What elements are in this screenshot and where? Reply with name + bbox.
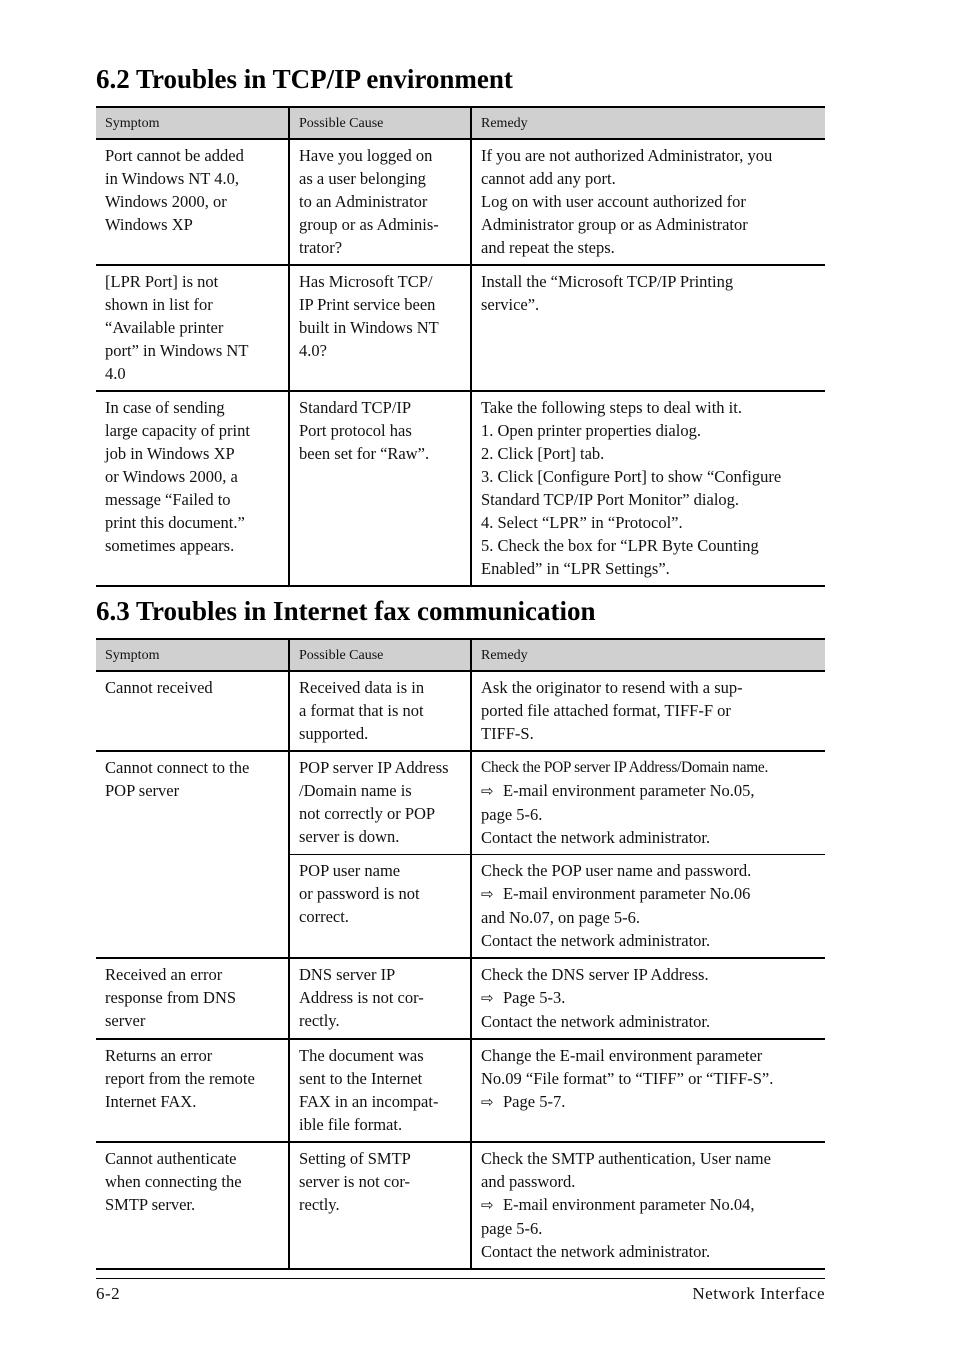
remedy-cell <box>471 751 825 855</box>
cause-cell <box>289 855 471 959</box>
text-line: report from the remote <box>105 1069 255 1088</box>
text-line: group or as Adminis- <box>299 215 439 234</box>
text-line: Address is not cor- <box>299 988 424 1007</box>
arrow-right-icon: ⇨ <box>481 1196 494 1214</box>
text-line: 5. Check the box for “LPR Byte Counting <box>481 536 759 555</box>
text-line: Cannot connect to the <box>105 758 250 777</box>
table-header-row <box>96 107 825 139</box>
page-number: 6-2 <box>96 1284 121 1303</box>
text-line: service”. <box>481 295 540 314</box>
text-line: Check the POP server IP Address/Domain name. <box>481 759 769 776</box>
text-line: 4.0 <box>105 364 126 383</box>
text-line: Install the “Microsoft TCP/IP Printing <box>481 272 734 291</box>
symptom-cell <box>96 265 289 391</box>
reference-line <box>481 1090 819 1114</box>
text-line: 4. Select “LPR” in “Protocol”. <box>481 513 683 532</box>
text-line: FAX in an incompat- <box>299 1092 439 1111</box>
text-line: Contact the network administrator. <box>481 931 711 950</box>
text-line: Cannot received <box>105 678 213 697</box>
cause-cell <box>289 391 471 586</box>
reference-line <box>481 1193 819 1217</box>
text-line: Has Microsoft TCP/ <box>299 272 433 291</box>
arrow-right-icon: ⇨ <box>481 989 494 1007</box>
text-line: Take the following steps to deal with it. <box>481 398 742 417</box>
section-title-internet-fax: 6.3 Troubles in Internet fax communication <box>96 596 596 626</box>
text-line: been set for “Raw”. <box>299 444 430 463</box>
reference-text: E-mail environment parameter No.06 <box>503 884 751 903</box>
cause-cell <box>289 671 471 751</box>
text-line: built in Windows NT <box>299 318 439 337</box>
header-remedy: Remedy <box>471 107 825 139</box>
symptom-cell <box>96 1142 289 1269</box>
text-line: 3. Click [Configure Port] to show “Configure <box>481 467 782 486</box>
reference-text: Page 5-7. <box>503 1092 566 1111</box>
reference-text: E-mail environment parameter No.04, <box>503 1195 755 1214</box>
text-line: In case of sending <box>105 398 225 417</box>
reference-text: E-mail environment parameter No.05, <box>503 781 755 800</box>
remedy-cell <box>471 671 825 751</box>
remedy-cell <box>471 391 825 586</box>
text-line: POP server <box>105 781 180 800</box>
text-line: 4.0? <box>299 341 327 360</box>
text-line: Port protocol has <box>299 421 412 440</box>
text-line: correct. <box>299 907 349 926</box>
text-line: “Available printer <box>105 318 224 337</box>
text-line: Contact the network administrator. <box>481 828 711 847</box>
text-line: trator? <box>299 238 343 257</box>
text-line: a format that is not <box>299 701 424 720</box>
text-line: Contact the network administrator. <box>481 1242 711 1261</box>
text-line: ported file attached format, TIFF-F or <box>481 701 731 720</box>
text-line: 2. Click [Port] tab. <box>481 444 605 463</box>
text-line: TIFF-S. <box>481 724 534 743</box>
cause-cell <box>289 1142 471 1269</box>
text-line: The document was <box>299 1046 424 1065</box>
symptom-cell <box>96 391 289 586</box>
text-line: and password. <box>481 1172 576 1191</box>
text-line: POP server IP Address <box>299 758 449 777</box>
reference-text: Page 5-3. <box>503 988 566 1007</box>
reference-line <box>481 986 819 1010</box>
remedy-cell <box>471 1039 825 1142</box>
table-row <box>96 391 825 586</box>
text-line: Returns an error <box>105 1046 213 1065</box>
text-line: DNS server IP <box>299 965 396 984</box>
manual-title: Network Interface <box>692 1284 825 1303</box>
internet-fax-troubles-table <box>96 638 825 1270</box>
remedy-cell <box>471 958 825 1039</box>
text-line: large capacity of print <box>105 421 250 440</box>
text-line: [LPR Port] is not <box>105 272 219 291</box>
text-line: /Domain name is <box>299 781 412 800</box>
table-header-row <box>96 639 825 671</box>
text-line: page 5-6. <box>481 805 543 824</box>
symptom-cell <box>96 1039 289 1142</box>
text-line: Contact the network administrator. <box>481 1012 711 1031</box>
remedy-cell <box>471 265 825 391</box>
text-line: server is down. <box>299 827 400 846</box>
table-row <box>96 958 825 1039</box>
cause-cell <box>289 958 471 1039</box>
header-symptom: Symptom <box>96 107 289 139</box>
text-line: not correctly or POP <box>299 804 436 823</box>
text-line: server <box>105 1011 146 1030</box>
text-line: to an Administrator <box>299 192 428 211</box>
text-line: message “Failed to <box>105 490 231 509</box>
header-symptom: Symptom <box>96 639 289 671</box>
text-line: Log on with user account authorized for <box>481 192 746 211</box>
cause-cell <box>289 1039 471 1142</box>
text-line: Administrator group or as Administrator <box>481 215 748 234</box>
table-row <box>96 139 825 265</box>
text-line: in Windows NT 4.0, <box>105 169 239 188</box>
text-line: Cannot authenticate <box>105 1149 237 1168</box>
text-line: POP user name <box>299 861 401 880</box>
text-line: Check the POP user name and password. <box>481 861 752 880</box>
footer-rule <box>96 1278 825 1279</box>
text-line: IP Print service been <box>299 295 436 314</box>
text-line: page 5-6. <box>481 1219 543 1238</box>
cause-cell <box>289 139 471 265</box>
text-line: Have you logged on <box>299 146 433 165</box>
text-line: and repeat the steps. <box>481 238 615 257</box>
text-line: shown in list for <box>105 295 213 314</box>
text-line: Ask the originator to resend with a sup- <box>481 678 743 697</box>
remedy-cell <box>471 1142 825 1269</box>
remedy-cell <box>471 139 825 265</box>
text-line: Internet FAX. <box>105 1092 197 1111</box>
table-row <box>96 1142 825 1269</box>
text-line: when connecting the <box>105 1172 242 1191</box>
arrow-right-icon: ⇨ <box>481 782 494 800</box>
table-row <box>96 265 825 391</box>
table-row <box>96 671 825 751</box>
text-line: Port cannot be added <box>105 146 244 165</box>
text-line: 1. Open printer properties dialog. <box>481 421 701 440</box>
arrow-right-icon: ⇨ <box>481 1093 494 1111</box>
text-line: ible file format. <box>299 1115 403 1134</box>
text-line: sent to the Internet <box>299 1069 423 1088</box>
text-line: port” in Windows NT <box>105 341 249 360</box>
cause-cell <box>289 265 471 391</box>
text-line: or Windows 2000, a <box>105 467 238 486</box>
text-line: Windows 2000, or <box>105 192 227 211</box>
text-line: response from DNS <box>105 988 237 1007</box>
text-line: If you are not authorized Administrator, you <box>481 146 773 165</box>
tcpip-troubles-table <box>96 106 825 587</box>
symptom-cell <box>96 958 289 1039</box>
text-line: No.09 “File format” to “TIFF” or “TIFF-S”. <box>481 1069 774 1088</box>
header-remedy: Remedy <box>471 639 825 671</box>
table-row <box>96 751 825 855</box>
text-line: supported. <box>299 724 369 743</box>
text-line: cannot add any port. <box>481 169 616 188</box>
text-line: Setting of SMTP <box>299 1149 411 1168</box>
text-line: Received data is in <box>299 678 425 697</box>
text-line: Check the DNS server IP Address. <box>481 965 709 984</box>
text-line: Standard TCP/IP Port Monitor” dialog. <box>481 490 740 509</box>
text-line: Change the E-mail environment parameter <box>481 1046 763 1065</box>
cause-cell <box>289 751 471 855</box>
text-line: sometimes appears. <box>105 536 235 555</box>
header-possible-cause: Possible Cause <box>289 107 471 139</box>
text-line: Check the SMTP authentication, User name <box>481 1149 771 1168</box>
text-line: server is not cor- <box>299 1172 411 1191</box>
reference-line <box>481 882 819 906</box>
text-line: Windows XP <box>105 215 193 234</box>
text-line: Enabled” in “LPR Settings”. <box>481 559 670 578</box>
text-line: print this document.” <box>105 513 245 532</box>
reference-line <box>481 779 819 803</box>
text-line: Received an error <box>105 965 223 984</box>
text-line: as a user belonging <box>299 169 426 188</box>
header-possible-cause: Possible Cause <box>289 639 471 671</box>
text-line: or password is not <box>299 884 420 903</box>
symptom-cell <box>96 671 289 751</box>
text-line: rectly. <box>299 1195 340 1214</box>
text-line: job in Windows XP <box>105 444 235 463</box>
section-title-tcpip: 6.2 Troubles in TCP/IP environment <box>96 64 513 94</box>
text-line: and No.07, on page 5-6. <box>481 908 641 927</box>
symptom-cell <box>96 139 289 265</box>
text-line: Standard TCP/IP <box>299 398 411 417</box>
symptom-cell <box>96 751 289 958</box>
text-line: rectly. <box>299 1011 340 1030</box>
table-row <box>96 1039 825 1142</box>
remedy-cell <box>471 855 825 959</box>
arrow-right-icon: ⇨ <box>481 885 494 903</box>
text-line: SMTP server. <box>105 1195 196 1214</box>
